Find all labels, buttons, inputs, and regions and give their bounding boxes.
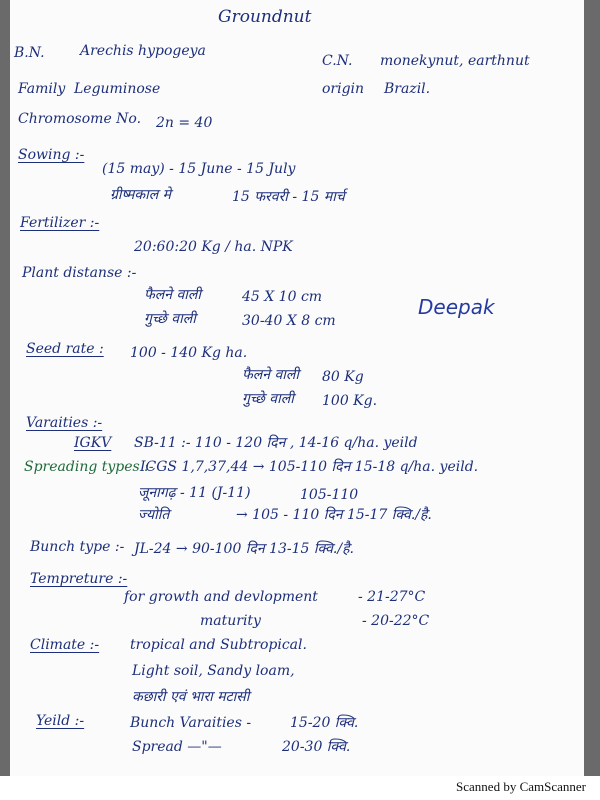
temperature-maturity-label: maturity [200, 613, 261, 629]
chromosome-label: Chromosome No. [18, 111, 142, 127]
seed-rate-row-1-label: फैलने वाली [242, 367, 300, 383]
yield-bunch-label: Bunch Varaities - [130, 715, 252, 731]
spreading-types-value: ICGS 1,7,37,44 → 105-110 दिन 15-18 q/ha. yeild. [140, 459, 479, 475]
jyoti-label: ज्योति [138, 507, 170, 523]
igkv-value: SB-11 :- 110 - 120 दिन , 14-16 q/ha. yeild [134, 435, 418, 451]
bunch-type-value: JL-24 → 90-100 दिन 13-15 क्वि./है. [134, 541, 354, 557]
signature: Deepak [418, 295, 495, 319]
common-name-label: C.N. [322, 53, 353, 69]
botanical-name-value: Arechis hypogeya [80, 43, 206, 59]
family-value: Leguminose [74, 81, 161, 97]
yield-spread-value: 20-30 क्वि. [282, 739, 351, 755]
sowing-line-2-dates: 15 फरवरी - 15 मार्च [232, 189, 345, 205]
temperature-heading: Tempreture :- [30, 571, 128, 587]
temperature-maturity-value: - 20-22°C [362, 613, 430, 629]
sowing-line-1: (15 may) - 15 June - 15 July [102, 161, 296, 177]
sowing-line-2-label: ग्रीष्मकाल मे [110, 187, 172, 203]
junagarh-label: जूनागढ़ - 11 (J-11) [138, 485, 251, 501]
plant-distance-row-1-label: फैलने वाली [144, 287, 202, 303]
climate-line-2: Light soil, Sandy loam, [132, 663, 295, 679]
scanner-watermark: Scanned by CamScanner [456, 779, 586, 794]
seed-rate-row-2-label: गुच्छे वाली [242, 391, 294, 407]
bunch-type-heading: Bunch type :- [30, 539, 125, 555]
sowing-heading: Sowing :- [18, 147, 85, 163]
climate-line-3: कछारी एवं भारा मटासी [132, 689, 250, 705]
temperature-growth-label: for growth and devlopment [124, 589, 318, 605]
origin-label: origin [322, 81, 365, 97]
seed-rate-heading: Seed rate : [26, 341, 104, 357]
chromosome-value: 2n = 40 [156, 115, 213, 131]
temperature-growth-value: - 21-27°C [358, 589, 426, 605]
yield-spread-label: Spread —"— [132, 739, 222, 755]
fertilizer-value: 20:60:20 Kg / ha. NPK [134, 239, 293, 255]
family-label: Family [18, 81, 66, 97]
yield-heading: Yeild :- [36, 713, 85, 729]
varieties-heading: Varaities :- [26, 415, 103, 431]
page-title: Groundnut [218, 7, 312, 27]
origin-value: Brazil. [384, 81, 431, 97]
climate-heading: Climate :- [30, 637, 100, 653]
plant-distance-row-1-value: 45 X 10 cm [242, 289, 323, 305]
botanical-name-label: B.N. [14, 45, 45, 61]
junagarh-value: 105-110 [300, 487, 359, 503]
scanned-notebook-page [10, 0, 584, 776]
jyoti-value: → 105 - 110 दिन 15-17 क्वि./है. [236, 507, 432, 523]
fertilizer-heading: Fertilizer :- [20, 215, 100, 231]
common-name-value: monekynut, earthnut [380, 53, 530, 69]
plant-distance-heading: Plant distanse :- [22, 265, 137, 281]
spreading-types-label: Spreading types :- [24, 459, 154, 475]
seed-rate-value: 100 - 140 Kg ha. [130, 345, 248, 361]
plant-distance-row-2-value: 30-40 X 8 cm [242, 313, 336, 329]
yield-bunch-value: 15-20 क्वि. [290, 715, 359, 731]
climate-line-1: tropical and Subtropical. [130, 637, 307, 653]
igkv-label: IGKV [74, 435, 112, 451]
plant-distance-row-2-label: गुच्छे वाली [144, 311, 196, 327]
seed-rate-row-1-value: 80 Kg [322, 369, 364, 385]
seed-rate-row-2-value: 100 Kg. [322, 393, 378, 409]
